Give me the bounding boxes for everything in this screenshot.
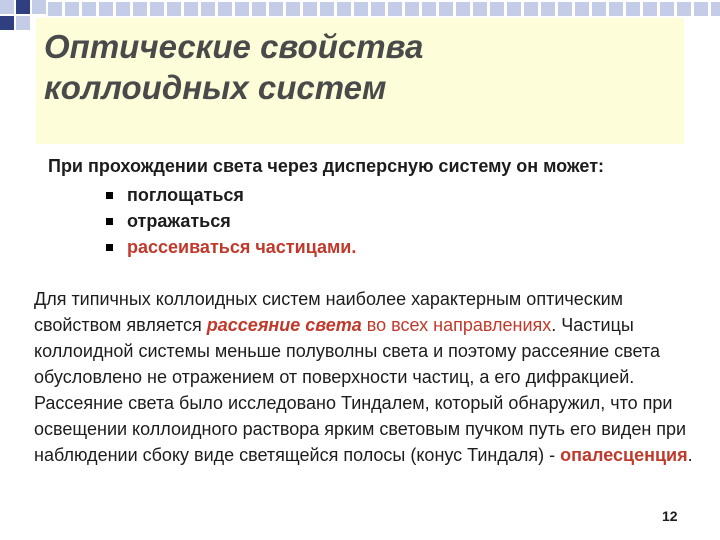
decorative-square: [320, 2, 334, 16]
decorative-square: [405, 2, 419, 16]
square-bullet-icon: [106, 192, 113, 199]
decorative-square: [116, 2, 130, 16]
decorative-square: [354, 2, 368, 16]
decorative-square: [303, 2, 317, 16]
decorative-square: [541, 2, 555, 16]
decorative-square: [48, 2, 62, 16]
decorative-square: [439, 2, 453, 16]
decorative-square: [286, 2, 300, 16]
decorative-square: [592, 2, 606, 16]
decorative-square: [677, 2, 691, 16]
decorative-square: [558, 2, 572, 16]
highlight-opalescence: опалесценция: [560, 445, 688, 465]
decorative-square: [218, 2, 232, 16]
decorative-square: [337, 2, 351, 16]
decorative-square: [184, 2, 198, 16]
bullet-item: поглощаться: [106, 182, 356, 208]
decorative-square: [65, 2, 79, 16]
decorative-square: [201, 2, 215, 16]
square-bullet-icon: [106, 244, 113, 251]
decorative-square: [82, 2, 96, 16]
decorative-square: [167, 2, 181, 16]
body-paragraph: Для типичных коллоидных систем наиболее характерным оптическим свойством является рассеяние света во всех направлениях. Частицы коллоидной системы меньше полуволны света и поэтому рассеяние света обусловлено не отражением от поверхности частиц, а его дифракцией. Рассеяние света было исследовано Тиндалем, который обнаружил, что при освещении коллоидного раствора ярким световым пучком путь его виден при наблюдении сбоку виде светящейся полосы (конус Тиндаля) - опалесценция.: [34, 289, 693, 465]
decorative-square: [507, 2, 521, 16]
title-line-1: Оптические свойства: [44, 28, 424, 65]
decorative-square: [694, 2, 708, 16]
highlight-all-directions: во всех направлениях: [366, 315, 552, 335]
decorative-square: [16, 16, 30, 30]
bullet-item: рассеиваться частицами.: [106, 234, 356, 260]
decorative-square: [456, 2, 470, 16]
bullet-list: [106, 182, 356, 260]
bullet-item: отражаться: [106, 208, 356, 234]
decorative-square: [660, 2, 674, 16]
decorative-square: [99, 2, 113, 16]
decorative-square: [575, 2, 589, 16]
decorative-square: [0, 16, 14, 30]
decorative-square: [609, 2, 623, 16]
decorative-square: [711, 2, 720, 16]
decorative-square: [0, 0, 14, 14]
decorative-square: [235, 2, 249, 16]
decorative-square: [150, 2, 164, 16]
intro-text: При прохождении света через дисперсную систему он может:: [48, 156, 605, 176]
decorative-square: [16, 0, 30, 14]
decorative-square: [133, 2, 147, 16]
decorative-square: [269, 2, 283, 16]
decorative-square: [32, 0, 46, 14]
decorative-square: [473, 2, 487, 16]
page-number: 12: [662, 508, 678, 524]
square-bullet-icon: [106, 218, 113, 225]
decorative-square: [643, 2, 657, 16]
decorative-square: [626, 2, 640, 16]
decorative-square: [388, 2, 402, 16]
title-line-2: коллоидных систем: [44, 69, 387, 106]
decorative-square: [252, 2, 266, 16]
decorative-square: [371, 2, 385, 16]
slide-title: [44, 26, 423, 108]
decorative-square: [422, 2, 436, 16]
decorative-square: [524, 2, 538, 16]
decorative-square: [490, 2, 504, 16]
highlight-light-scattering: рассеяние света: [206, 315, 362, 335]
